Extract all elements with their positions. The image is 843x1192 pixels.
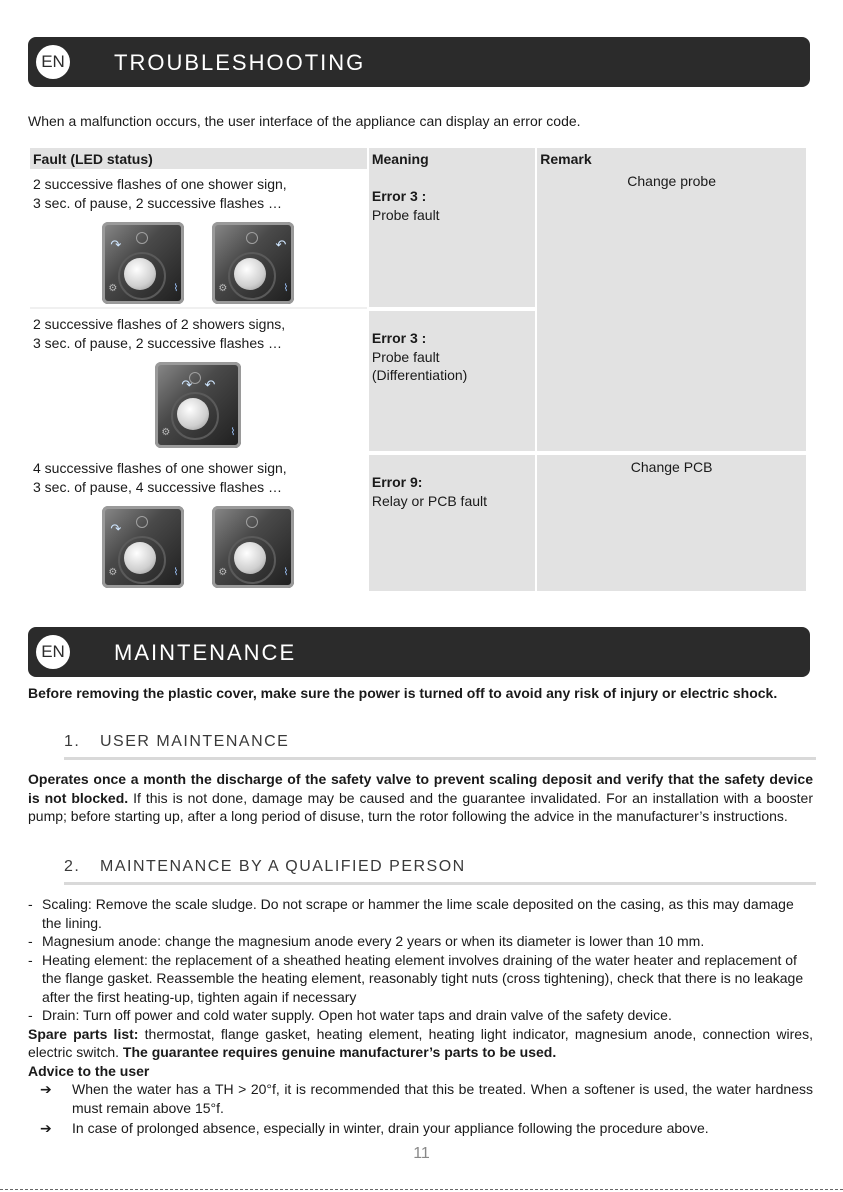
indicator-icon <box>136 232 148 244</box>
error-meaning: Probe fault <box>371 348 440 365</box>
water-icon: ⌇ <box>173 566 179 578</box>
section-title: MAINTENANCE <box>114 640 297 665</box>
page-number: 11 <box>413 1145 430 1162</box>
error-code: Error 9: <box>371 474 423 490</box>
user-maintenance-text <box>28 770 813 826</box>
fault-description: 4 successive flashes of one shower sign, <box>33 460 287 476</box>
fault-table <box>28 148 808 591</box>
fault-cell <box>30 451 367 591</box>
list-item: - Scaling: Remove the scale sludge. Do not scrape or hammer the lime scale deposited on the casing, as this may damage the lining. <box>28 895 813 932</box>
subsection-number: 2. <box>64 858 81 875</box>
table-row <box>30 451 806 591</box>
maintenance-list <box>28 895 813 1025</box>
header-fault: Fault (LED status) <box>30 148 367 169</box>
meaning-cell <box>369 451 535 591</box>
section-title: TROUBLESHOOTING <box>114 50 366 75</box>
panel-images <box>33 222 364 304</box>
subsection-heading <box>64 733 816 760</box>
water-icon: ⌇ <box>283 282 289 294</box>
spare-parts-label: Spare parts list: <box>28 1025 139 1042</box>
table-row <box>30 169 806 307</box>
language-badge: EN <box>36 45 70 79</box>
qualified-maintenance <box>28 895 813 1140</box>
language-badge: EN <box>36 635 70 669</box>
user-maintenance-bold: Operates once a month the discharge of the safety valve to prevent scaling deposit and verify that the safety device is not blocked. <box>28 771 813 806</box>
shower-icon: ↷ <box>181 377 193 392</box>
spare-parts <box>28 1025 813 1062</box>
remark-cell <box>537 169 806 451</box>
subsection-title: MAINTENANCE BY A QUALIFIED PERSON <box>100 858 466 875</box>
shower-icon: ↶ <box>204 377 216 392</box>
fault-cell <box>30 169 367 307</box>
list-item: - Magnesium anode: change the magnesium anode every 2 years or when its diameter is lower than 10 mm. <box>28 932 813 951</box>
water-icon: ⌇ <box>283 566 289 578</box>
troubleshooting-banner <box>28 37 810 87</box>
settings-icon: ⚙ <box>161 426 171 438</box>
spare-parts-list: thermostat, flange gasket, heating element, heating light indicator, magnesium anode, connection wires, electric switch. <box>28 1025 813 1060</box>
maintenance-banner <box>28 627 810 677</box>
meaning-cell <box>369 307 535 451</box>
shower-icon: ↷ <box>110 521 122 536</box>
error-code: Error 3 : <box>371 330 427 346</box>
maintenance-warning: Before removing the plastic cover, make sure the power is turned off to avoid any risk of injury or electric shock. <box>28 685 778 701</box>
control-panel-image <box>102 506 184 588</box>
water-icon: ⌇ <box>230 426 236 438</box>
water-icon: ⌇ <box>173 282 179 294</box>
list-item: - Drain: Turn off power and cold water supply. Open hot water taps and drain valve of the safety device. <box>28 1006 813 1025</box>
advice-title: Advice to the user <box>28 1062 150 1079</box>
panel-images <box>33 362 364 448</box>
error-code: Error 3 : <box>371 188 427 204</box>
list-item: - Heating element: the replacement of a sheathed heating element involves draining of the water heater and replacement of the flange gasket. Reassemble the heating element, reasonably tight nuts (cross tightening), check that there is no leakage after the first heating-up, tighten again if necessary <box>28 951 813 1007</box>
control-panel-image <box>102 222 184 304</box>
list-item <box>28 1119 813 1138</box>
indicator-icon <box>246 232 258 244</box>
advice-text: In case of prolonged absence, especially in winter, drain your appliance following the procedure above. <box>72 1120 709 1136</box>
subsection-heading <box>64 858 816 885</box>
fault-description: 3 sec. of pause, 4 successive flashes … <box>33 478 283 495</box>
troubleshooting-intro: When a malfunction occurs, the user interface of the appliance can display an error code. <box>28 113 581 129</box>
remark-text: Change probe <box>627 173 717 189</box>
page-edge-divider <box>0 1189 843 1190</box>
header-remark: Remark <box>537 148 806 169</box>
error-meaning: Probe fault <box>371 206 440 223</box>
arrow-icon: ➔ <box>40 1120 52 1136</box>
indicator-icon <box>246 516 258 528</box>
settings-icon: ⚙ <box>108 282 118 294</box>
header-meaning: Meaning <box>369 148 535 169</box>
arrow-icon: ➔ <box>40 1081 52 1097</box>
fault-description: 3 sec. of pause, 2 successive flashes … <box>33 334 283 351</box>
indicator-icon <box>136 516 148 528</box>
panel-images <box>33 506 364 588</box>
advice-text: When the water has a TH > 20°f, it is recommended that this be treated. When a softener is used, the water hardness must remain above 15°f. <box>72 1081 813 1116</box>
settings-icon: ⚙ <box>108 566 118 578</box>
remark-text: Change PCB <box>630 459 713 475</box>
control-panel-image <box>212 222 294 304</box>
guarantee-note: The guarantee requires genuine manufacturer’s parts to be used. <box>122 1044 557 1060</box>
error-meaning-detail: (Differentiation) <box>371 367 468 383</box>
remark-cell <box>537 451 806 591</box>
control-panel-image <box>155 362 241 448</box>
shower-icon: ↶ <box>275 237 287 252</box>
advice-list <box>28 1080 813 1138</box>
settings-icon: ⚙ <box>218 566 228 578</box>
subsection-title: USER MAINTENANCE <box>100 733 290 750</box>
meaning-cell <box>369 169 535 307</box>
fault-description: 3 sec. of pause, 2 successive flashes … <box>33 194 283 211</box>
list-item <box>28 1080 813 1117</box>
control-panel-image <box>212 506 294 588</box>
table-header-row <box>30 148 806 169</box>
shower-icon: ↷ <box>110 237 122 252</box>
fault-description: 2 successive flashes of 2 showers signs, <box>33 316 286 332</box>
settings-icon: ⚙ <box>218 282 228 294</box>
user-maintenance-body: If this is not done, damage may be caused and the guarantee invalidated. For an installation with a booster pump; before starting up, after a long period of disuse, turn the rotor following the advice in the manufacturer’s instructions. <box>28 789 814 824</box>
fault-cell <box>30 307 367 451</box>
fault-description: 2 successive flashes of one shower sign, <box>33 176 287 192</box>
subsection-number: 1. <box>64 733 81 750</box>
error-meaning: Relay or PCB fault <box>371 492 488 509</box>
